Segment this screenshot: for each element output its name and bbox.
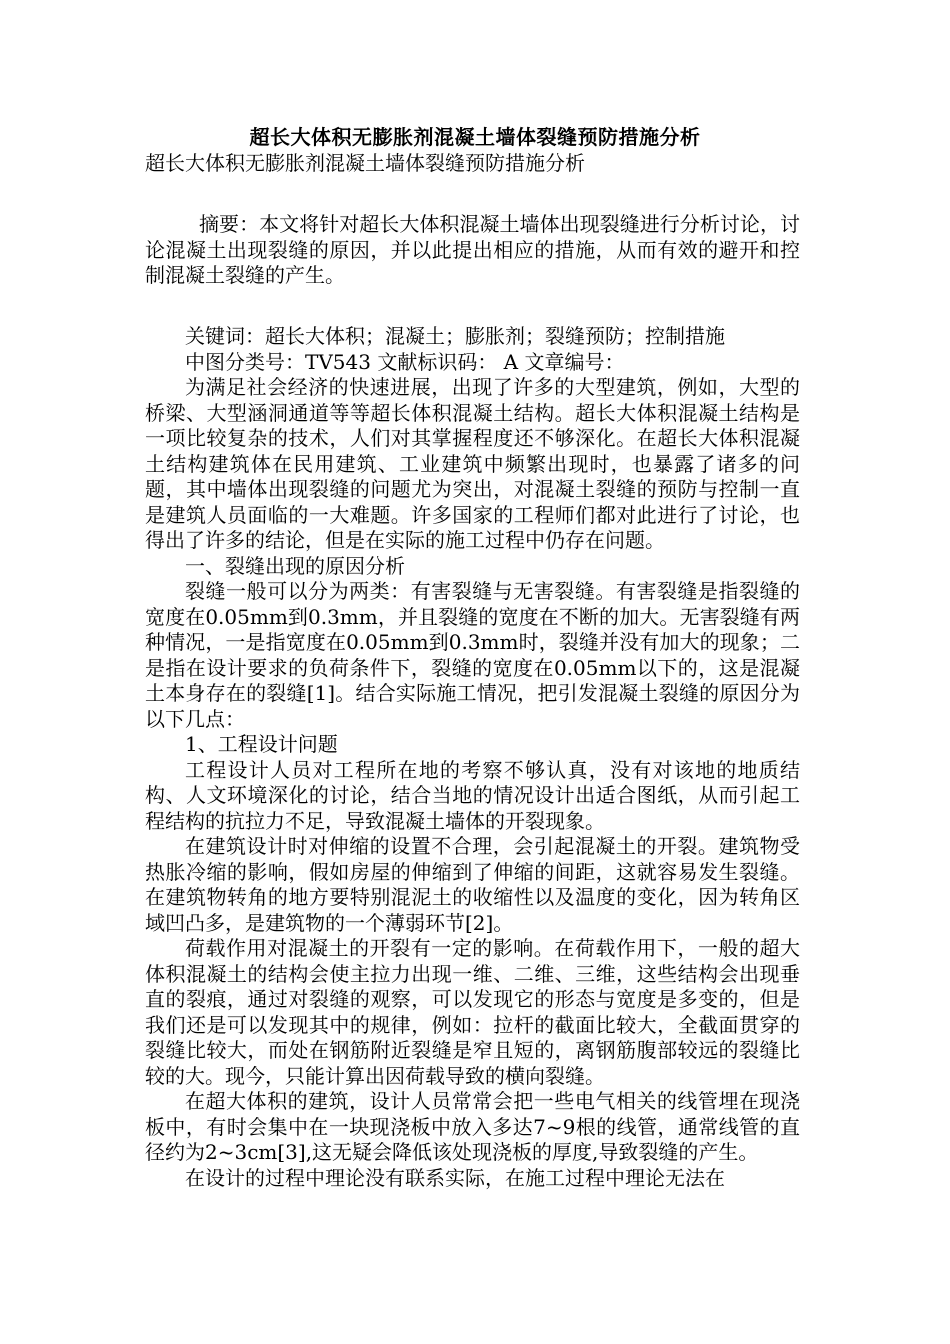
body-paragraph: 荷载作用对混凝土的开裂有一定的影响。在荷载作用下，一般的超大体积混凝土的结构会使主拉力出现一维、二维、三维，这些结构会出现垂直的裂痕，通过对裂缝的观察，可以发现它的形态与宽度是多变的，但是我们还是可以发现其中的规律，例如：拉杆的截面比较大，全截面贯穿的裂缝比较大，而处在钢筋附近裂缝是窄且短的，离钢筋腹部较远的裂缝比较的大。现今，只能计算出因荷载导致的横向裂缝。 [145,936,800,1088]
subsection-heading: 1、工程设计问题 [185,732,338,756]
abstract-paragraph: 摘要：本文将针对超长大体积混凝土墙体出现裂缝进行分析讨论，讨论混凝土出现裂缝的原因，并以此提出相应的措施，从而有效的避开和控制混凝土裂缝的产生。 [145,212,800,287]
section-heading: 一、裂缝出现的原因分析 [185,553,405,578]
body-paragraph: 在设计的过程中理论没有联系实际，在施工过程中理论无法在 [185,1165,725,1190]
classification-line: 中图分类号：TV543 文献标识码： A 文章编号： [185,349,625,374]
spacer [145,289,800,315]
body-paragraph: 为满足社会经济的快速进展，出现了许多的大型建筑，例如，大型的桥梁、大型涵洞通道等等超长体积混凝土结构。超长大体积混凝土结构是一项比较复杂的技术，人们对其掌握程度还不够深化。在超长大体积混凝土结构建筑体在民用建筑、工业建筑中频繁出现时，也暴露了诸多的问题，其中墙体出现裂缝的问题尤为突出，对混凝土裂缝的预防与控制一直是建筑人员面临的一大难题。许多国家的工程师们都对此进行了讨论，也得出了许多的结论，但是在实际的施工过程中仍存在问题。 [145,375,800,552]
spacer [145,314,800,324]
document-body [145,151,800,1191]
body-paragraph: 裂缝一般可以分为两类：有害裂缝与无害裂缝。有害裂缝是指裂缝的宽度在0.05mm到0.3mm，并且裂缝的宽度在不断的加大。无害裂缝有两种情况，一是指宽度在0.05mm到0.3mm时，裂缝并没有加大的现象；二是指在设计要求的负荷条件下，裂缝的宽度在0.05mm以下的，这是混凝土本身存在的裂缝[1]。结合实际施工情况，把引发混凝土裂缝的原因分为以下几点： [145,579,800,731]
body-paragraph: 在建筑设计时对伸缩的设置不合理，会引起混凝土的开裂。建筑物受热胀冷缩的影响，假如房屋的伸缩到了伸缩的间距，这就容易发生裂缝。在建筑物转角的地方要特别混泥土的收缩性以及温度的变化，因为转角区域凹凸多，是建筑物的一个薄弱环节[2]。 [145,834,800,935]
body-paragraph: 在超大体积的建筑，设计人员常常会把一些电气相关的线管埋在现浇板中，有时会集中在一块现浇板中放入多达7~9根的线管，通常线管的直径约为2~3cm[3],这无疑会降低该处现浇板的厚度,导致裂缝的产生。 [145,1089,800,1164]
spacer [145,177,800,203]
spacer [145,202,800,212]
keywords-line: 关键词：超长大体积；混凝土；膨胀剂；裂缝预防；控制措施 [185,324,725,348]
document-subtitle: 超长大体积无膨胀剂混凝土墙体裂缝预防措施分析 [145,151,585,175]
body-paragraph: 工程设计人员对工程所在地的考察不够认真，没有对该地的地质结构、人文环境深化的讨论，结合当地的情况设计出适合图纸，从而引起工程结构的抗拉力不足，导致混凝土墙体的开裂现象。 [145,757,800,833]
document-title: 超长大体积无膨胀剂混凝土墙体裂缝预防措施分析 [249,125,701,149]
